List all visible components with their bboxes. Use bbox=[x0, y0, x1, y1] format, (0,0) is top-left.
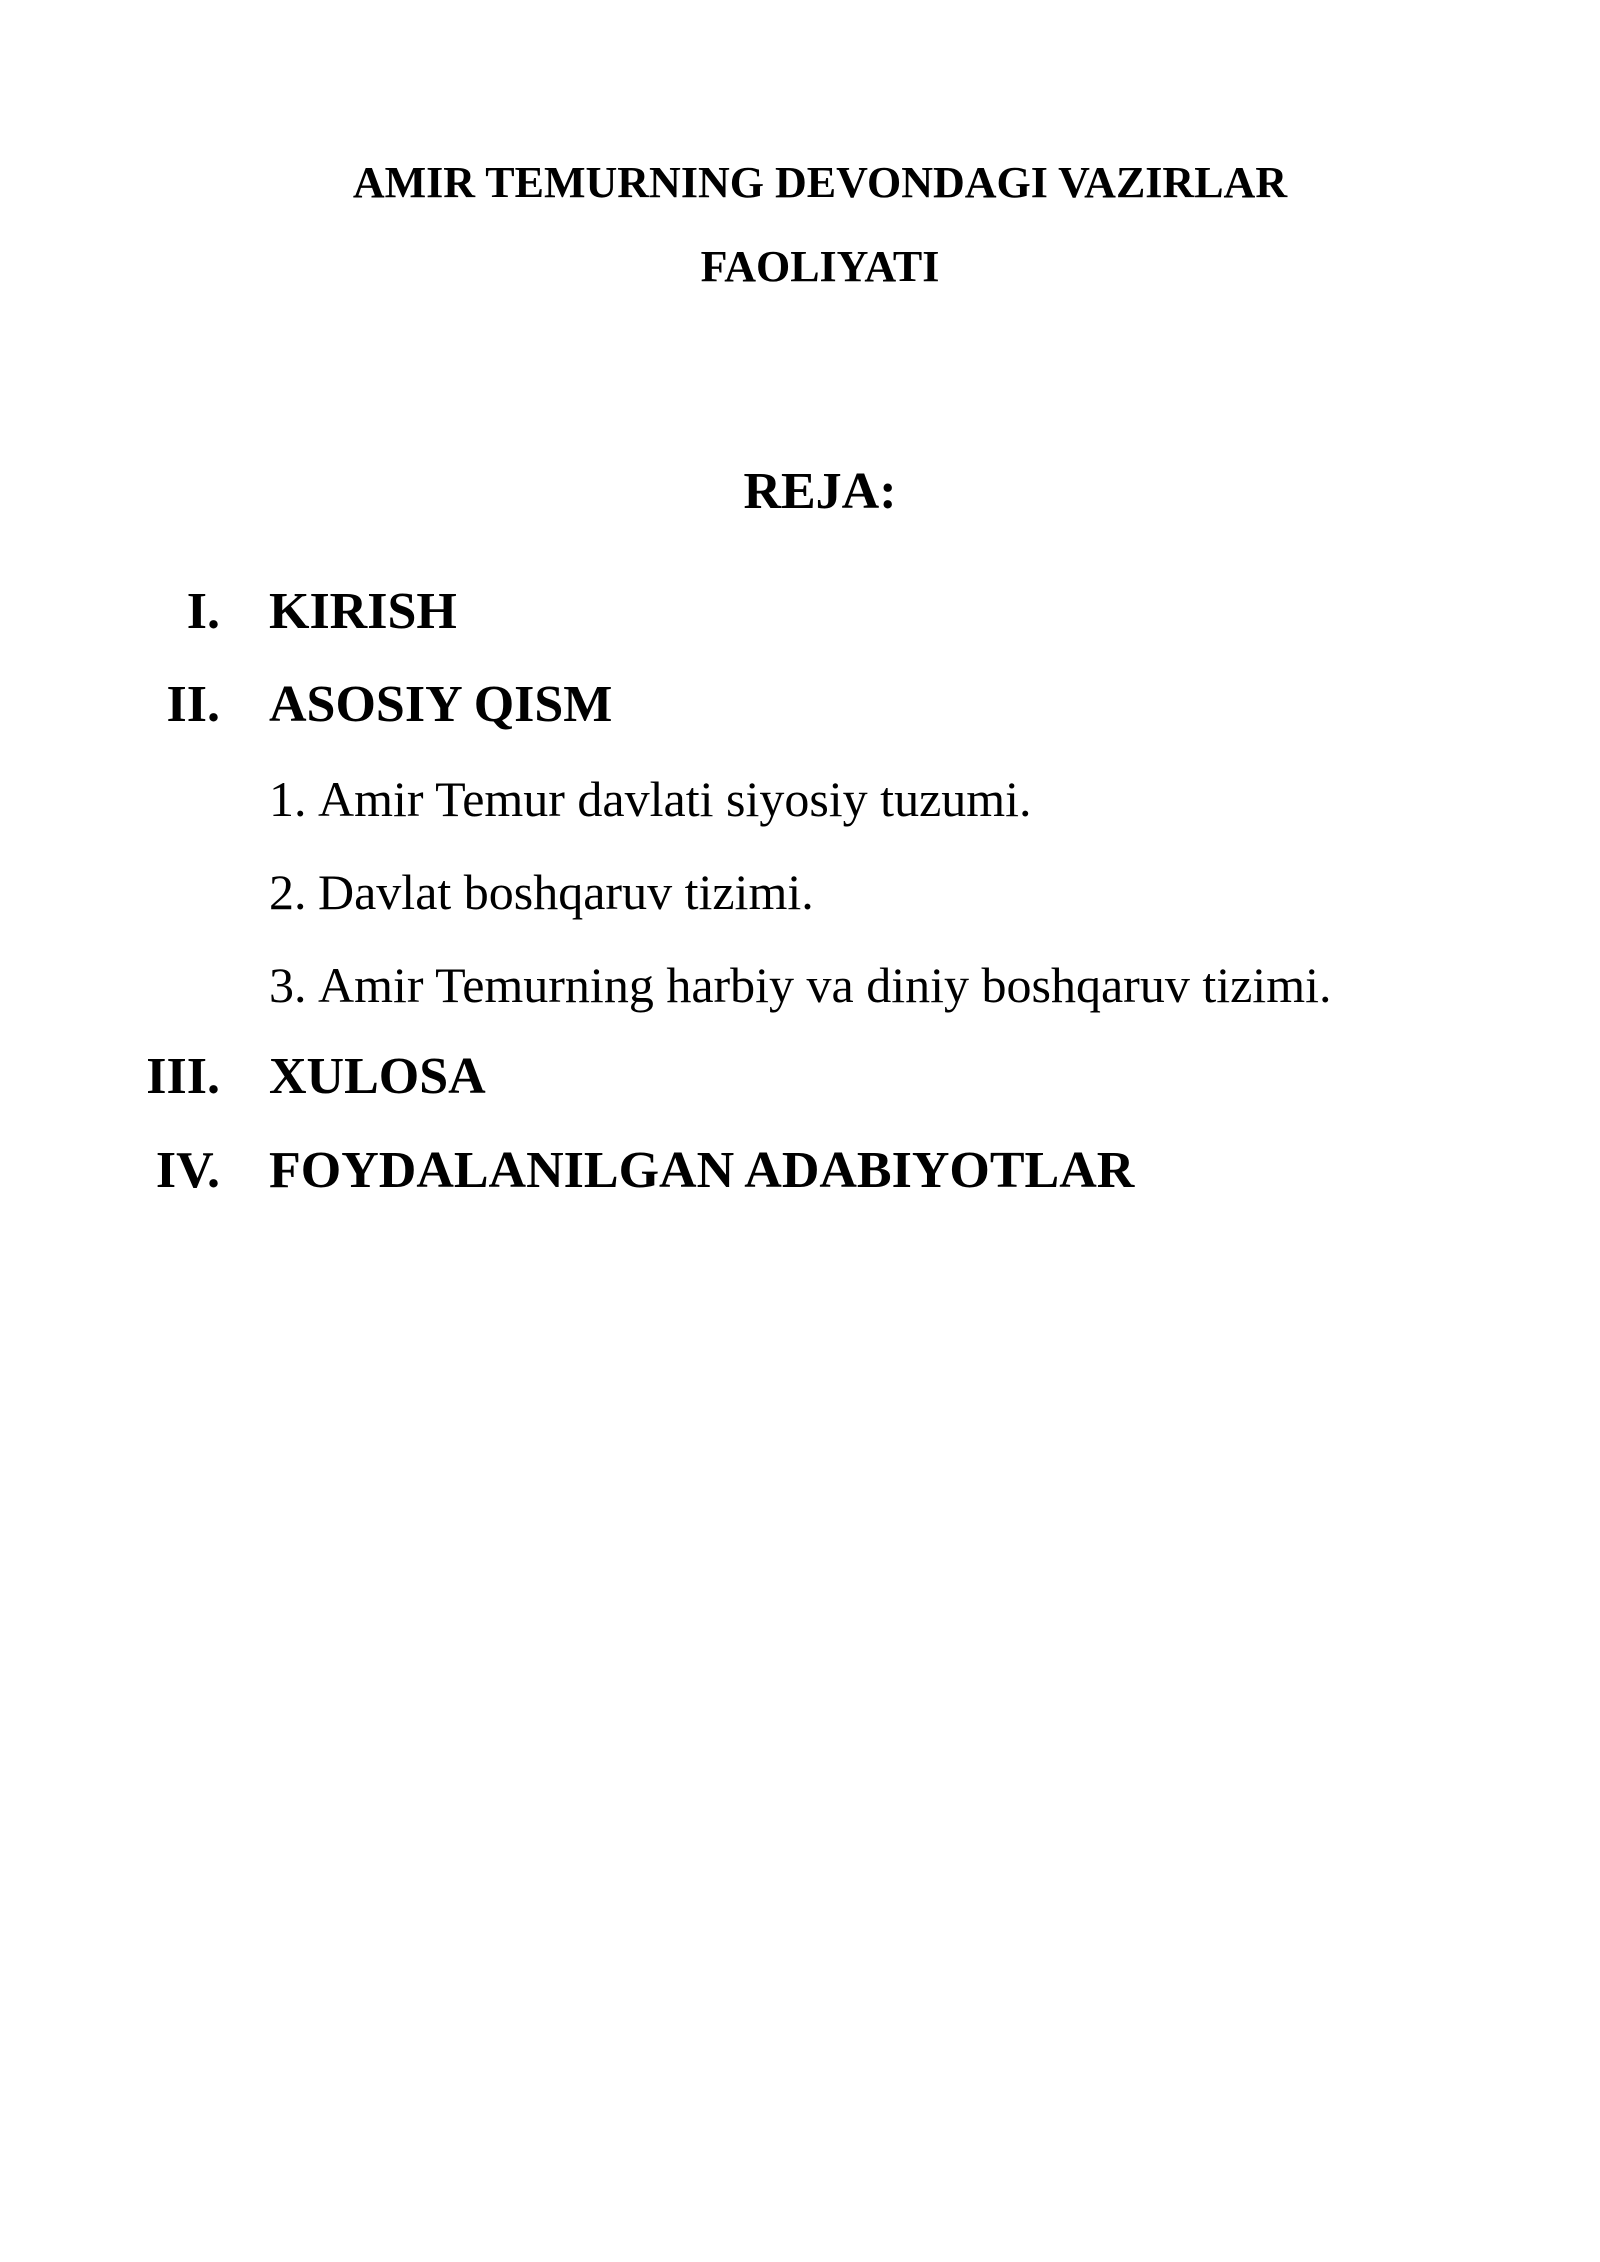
plan-heading: REJA: bbox=[743, 463, 897, 520]
subitem-number: 2. bbox=[269, 864, 307, 920]
plan-subitem bbox=[0, 953, 1600, 1017]
plan-section-introduction bbox=[0, 580, 1600, 644]
document-title-line-1: AMIR TEMURNING DEVONDAGI VAZIRLAR bbox=[352, 158, 1288, 207]
section-label: FOYDALANILGAN ADABIYOTLAR bbox=[269, 1142, 1135, 1199]
subitem-number: 1. bbox=[269, 771, 307, 827]
subitem-label: Amir Temurning harbiy va diniy boshqaruv tizimi. bbox=[318, 957, 1332, 1013]
plan-subitem bbox=[0, 767, 1600, 831]
section-label: KIRISH bbox=[269, 583, 457, 640]
section-label: ASOSIY QISM bbox=[269, 676, 613, 733]
plan-subitem bbox=[0, 860, 1600, 924]
section-label: XULOSA bbox=[269, 1048, 486, 1105]
section-numeral: IV. bbox=[155, 1142, 220, 1199]
section-numeral: II. bbox=[166, 676, 220, 733]
subitem-label: Amir Temur davlati siyosiy tuzumi. bbox=[318, 771, 1032, 827]
plan-section-references bbox=[0, 1139, 1600, 1203]
plan-section-conclusion bbox=[0, 1045, 1600, 1109]
section-numeral: III. bbox=[146, 1048, 220, 1105]
plan-section-main-part bbox=[0, 673, 1600, 737]
document-title-line-2: FAOLIYATI bbox=[700, 242, 940, 291]
subitem-label: Davlat boshqaruv tizimi. bbox=[318, 864, 814, 920]
subitem-number: 3. bbox=[269, 957, 307, 1013]
section-numeral: I. bbox=[186, 583, 220, 640]
